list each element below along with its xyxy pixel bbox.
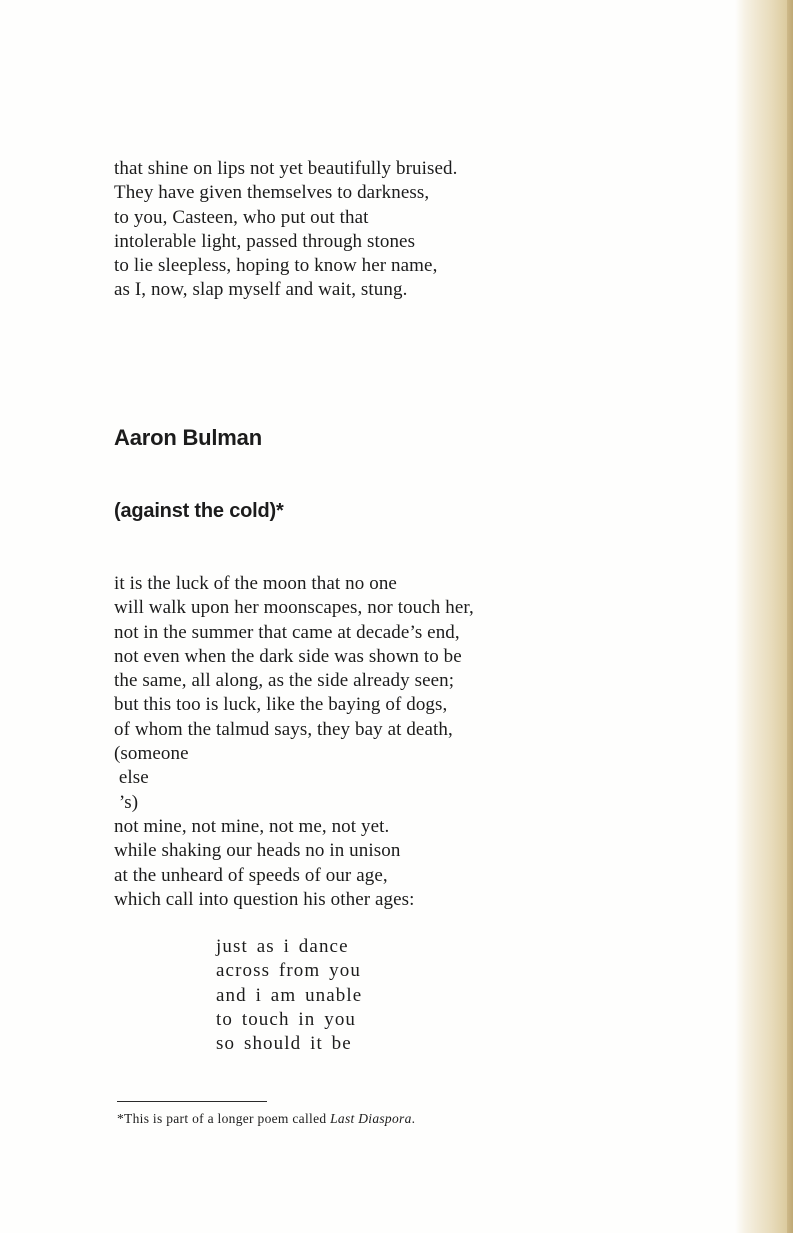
poem-line: at the unheard of speeds of our age, <box>114 864 388 886</box>
poem-line: not even when the dark side was shown to be <box>114 645 462 667</box>
poem-line: to you, Casteen, who put out that <box>114 206 369 228</box>
poem-line: of whom the talmud says, they bay at death, <box>114 718 453 740</box>
poem-line: which call into question his other ages: <box>114 888 415 910</box>
poem-line: across from you <box>216 960 361 982</box>
poem-line: just as i dance <box>216 936 349 957</box>
footnote-end: . <box>411 1111 416 1126</box>
poem-line: while shaking our heads no in unison <box>114 840 401 862</box>
poem-line: to lie sleepless, hoping to know her name, <box>114 255 438 277</box>
poem-line: and i am unable <box>216 984 363 1006</box>
book-spine-shadow <box>735 0 793 1233</box>
poem-line: that shine on lips not yet beautifully bruised. <box>114 158 458 179</box>
indented-stanza <box>216 935 362 1056</box>
footnote-text: *This is part of a longer poem called <box>117 1111 331 1126</box>
poem-line: intolerable light, passed through stones <box>114 230 416 252</box>
poem-line: will walk upon her moonscapes, nor touch her, <box>114 597 474 619</box>
poem-line: the same, all along, as the side already seen; <box>114 670 455 692</box>
footnote <box>117 1111 415 1127</box>
poem-line: ’s) <box>114 791 139 813</box>
poem-title: (against the cold)* <box>114 500 284 522</box>
poem-line: (someone <box>114 743 189 765</box>
poem-line: to touch in you <box>216 1008 357 1030</box>
poem-line: not in the summer that came at decade’s end, <box>114 621 460 643</box>
poem-line: not mine, not mine, not me, not yet. <box>114 815 390 837</box>
footnote-book-title: Last Diaspora <box>330 1111 412 1126</box>
poem-line: They have given themselves to darkness, <box>114 182 430 204</box>
poem-line: it is the luck of the moon that no one <box>114 573 397 594</box>
poem-body <box>114 572 474 912</box>
book-spine-edge <box>787 0 793 1233</box>
poem-line: but this too is luck, like the baying of dogs, <box>114 694 448 716</box>
footnote-divider <box>117 1101 267 1102</box>
poem-line: as I, now, slap myself and wait, stung. <box>114 279 408 301</box>
poem-line: so should it be <box>216 1033 352 1055</box>
poem-line: else <box>114 767 149 789</box>
previous-poem-ending <box>114 157 457 303</box>
author-name: Aaron Bulman <box>114 425 262 450</box>
